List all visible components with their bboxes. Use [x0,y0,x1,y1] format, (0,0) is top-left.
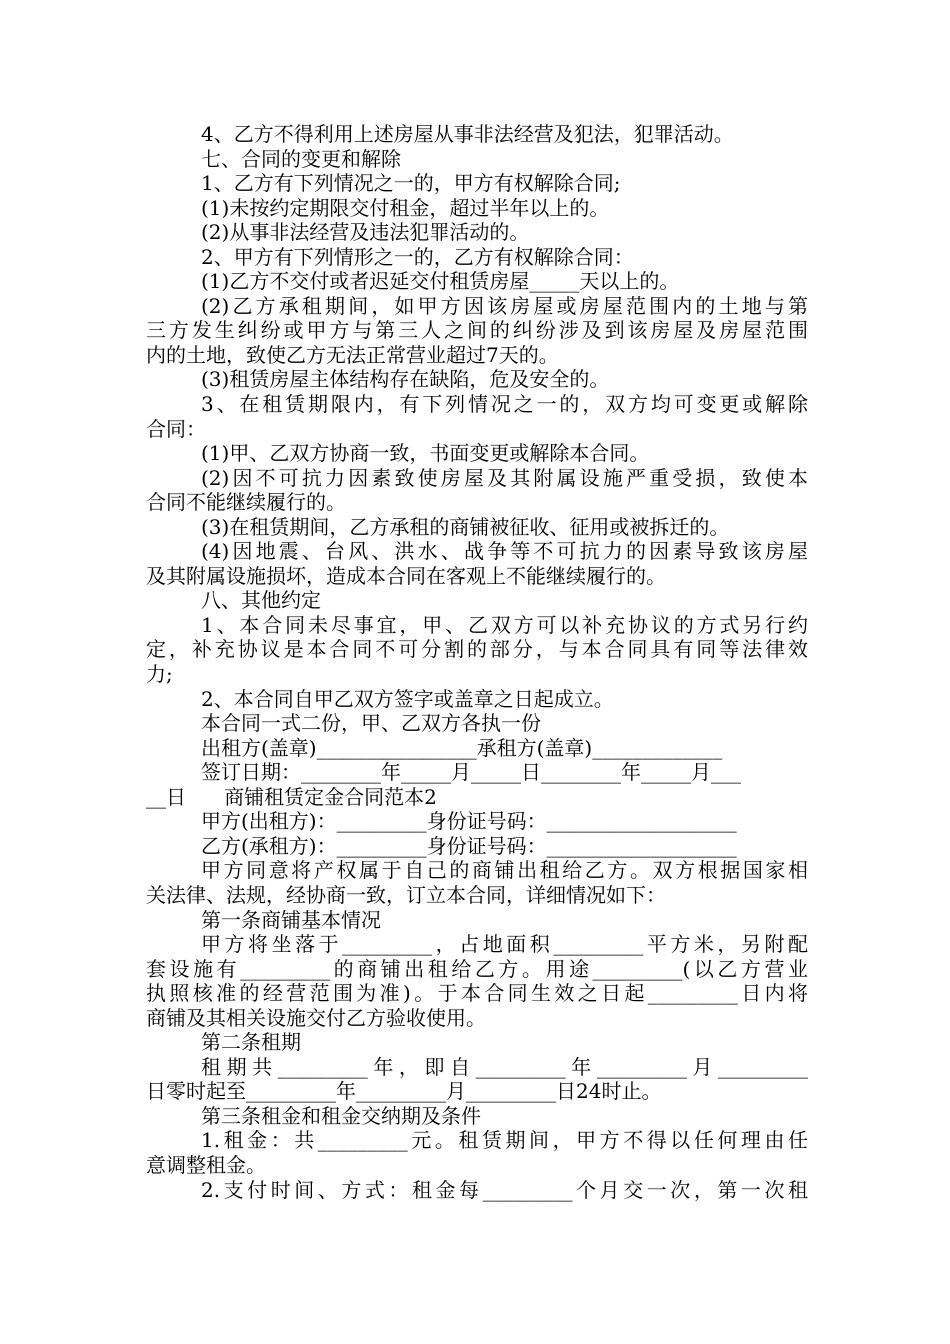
text-line: 内的土地，致使乙方无法正常营业超过7天的。 [146,342,559,367]
text-line: 1、乙方有下列情况之一的，甲方有权解除合同; [201,171,621,196]
text-line: 乙方(承租方)：_________身份证号码：___________________ [201,833,737,858]
text-line: 出租方(盖章)________________承租方(盖章)_____________ [201,735,723,760]
text-line: 商铺及其相关设施交付乙方验收使用。 [146,1005,486,1030]
text-line: 甲方(出租方)：_________身份证号码：___________________ [201,809,737,834]
text-line: (3)在租赁期间，乙方承租的商铺被征收、征用或被拆迁的。 [201,514,730,539]
text-line: 甲方同意将产权属于自己的商铺出租给乙方。双方根据国家相 [201,858,808,883]
text-line: 1、本合同未尽事宜，甲、乙双方可以补充协议的方式另行约 [201,612,808,637]
text-line: 第三条租金和租金交纳期及条件 [201,1103,481,1128]
text-line: 及其附属设施损坏，造成本合同在客观上不能继续履行的。 [146,563,666,588]
text-line: 3、在租赁期限内，有下列情况之一的，双方均可变更或解除 [201,392,808,417]
text-line: 套设施有_________的商铺出租给乙方。用途_________(以乙方营业 [146,956,808,981]
text-line: 1.租金：共_________元。租赁期间，甲方不得以任何理由任 [201,1128,808,1153]
text-line: (2)因不可抗力因素致使房屋及其附属设施严重受损，致使本 [201,465,808,490]
text-line: __日 商铺租赁定金合同范本2 [146,784,437,809]
text-line: 八、其他约定 [201,588,321,613]
text-line: (2)乙方承租期间，如甲方因该房屋或房屋范围内的土地与第 [201,293,808,318]
text-line: 2、甲方有下列情形之一的，乙方有权解除合同： [201,244,634,269]
text-line: (1)甲、乙双方协商一致，书面变更或解除本合同。 [201,441,650,466]
text-line: 签订日期：________年_____月_____日________年_____月___ [201,760,741,785]
text-line: 意调整租金。 [146,1152,266,1177]
text-line: 七、合同的变更和解除 [201,146,401,171]
text-line: 甲方将坐落于_________，占地面积_________平方米，另附配 [201,932,808,957]
text-line: 2、本合同自甲乙双方签字或盖章之日起成立。 [201,686,614,711]
text-line: 租期共_________年，即自_________年_________月_________ [201,1054,808,1079]
text-line: 力; [146,662,173,687]
text-line: 合同不能继续履行的。 [146,490,346,515]
text-line: (3)租赁房屋主体结构存在缺陷，危及安全的。 [201,367,610,392]
document-body [146,122,808,1202]
text-line: 定，补充协议是本合同不可分割的部分，与本合同具有同等法律效 [146,637,808,662]
text-line: (1)未按约定期限交付租金，超过半年以上的。 [201,195,610,220]
text-line: (2)从事非法经营及违法犯罪活动的。 [201,220,530,245]
text-line: 三方发生纠纷或甲方与第三人之间的纠纷涉及到该房屋及房屋范围 [146,318,808,343]
text-line: 第二条租期 [201,1030,301,1055]
text-line: (4)因地震、台风、洪水、战争等不可抗力的因素导致该房屋 [201,539,808,564]
text-line: 关法律、法规，经协商一致，订立本合同，详细情况如下： [146,882,666,907]
text-line: 2.支付时间、方式：租金每_________个月交一次，第一次租 [201,1177,808,1202]
text-line: 4、乙方不得利用上述房屋从事非法经营及犯法，犯罪活动。 [201,122,734,146]
text-line: 第一条商铺基本情况 [201,907,381,932]
text-line: 合同： [146,416,206,441]
text-line: 本合同一式二份，甲、乙双方各执一份 [201,711,541,736]
text-line: 执照核准的经营范围为准)。于本合同生效之日起_________日内将 [146,981,808,1006]
text-line: 日零时起至_________年_________月_________日24时止。 [146,1079,662,1104]
text-line: (1)乙方不交付或者迟延交付租赁房屋_____天以上的。 [201,269,680,294]
